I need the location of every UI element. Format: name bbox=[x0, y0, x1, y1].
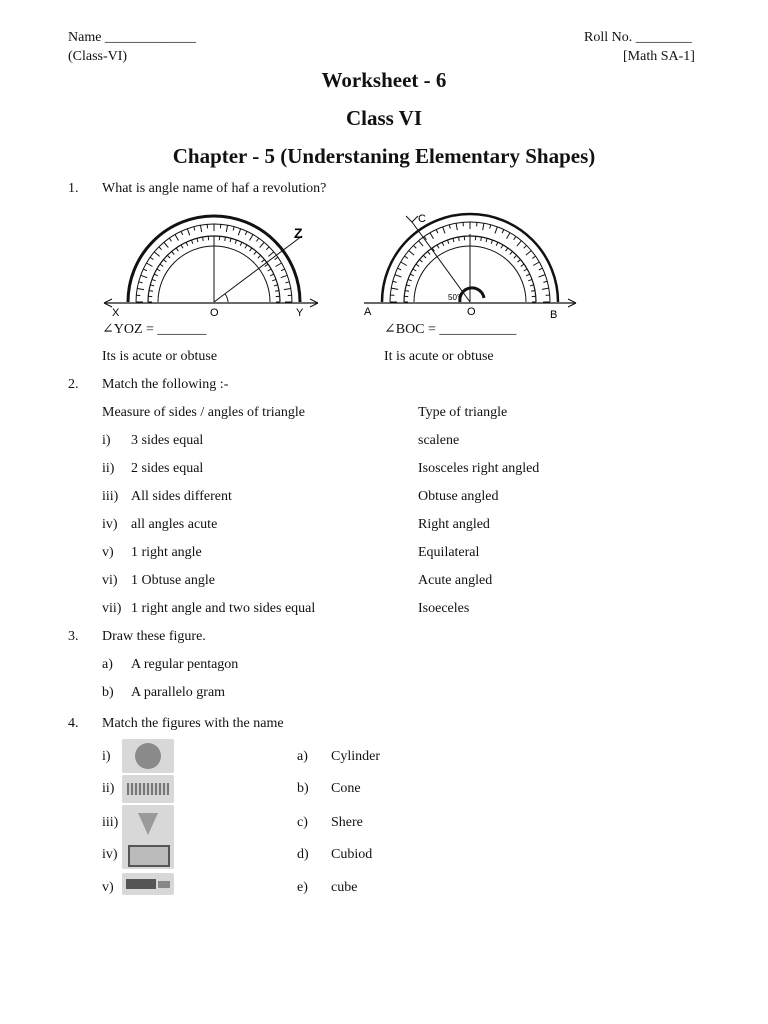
acute-obtuse-prompt-left: Its is acute or obtuse bbox=[102, 349, 218, 364]
match-row-roman: vi) bbox=[102, 573, 118, 588]
match-row-left: 1 right angle and two sides equal bbox=[131, 601, 316, 616]
match-row-left: 1 right angle bbox=[131, 545, 202, 560]
shape-letter: a) bbox=[297, 749, 308, 764]
match-row-right: Acute angled bbox=[418, 573, 493, 588]
match-row-roman: iii) bbox=[102, 489, 119, 504]
figure-roman: iii) bbox=[102, 815, 119, 830]
name-field-label: Name _____________ bbox=[68, 30, 196, 45]
figure-roman: ii) bbox=[102, 781, 115, 796]
match-row-right: Obtuse angled bbox=[418, 489, 499, 504]
match-row-left: all angles acute bbox=[131, 517, 218, 532]
shape-name: cube bbox=[331, 880, 358, 895]
match-row-roman: vii) bbox=[102, 601, 122, 616]
question-3-text: Draw these figure. bbox=[102, 629, 206, 644]
draw-item-text: A regular pentagon bbox=[131, 657, 239, 672]
figure-roman: iv) bbox=[102, 847, 118, 862]
match-row-roman: i) bbox=[102, 433, 111, 448]
match-row-right: Right angled bbox=[418, 517, 490, 532]
point-o-label: O bbox=[210, 307, 219, 318]
match-row-left: 2 sides equal bbox=[131, 461, 204, 476]
shape-name: Cubiod bbox=[331, 847, 373, 862]
angle-50-label: 50° bbox=[448, 293, 461, 302]
cube-block-picture bbox=[122, 873, 174, 895]
question-2-text: Match the following :- bbox=[102, 377, 229, 392]
question-1-number: 1. bbox=[68, 181, 79, 196]
subject-label: [Math SA-1] bbox=[623, 49, 695, 64]
angle-yoz-answer: ∠YOZ = _______ bbox=[102, 322, 207, 337]
shape-letter: e) bbox=[297, 880, 308, 895]
match-left-column-header: Measure of sides / angles of triangle bbox=[102, 405, 305, 420]
question-1-text: What is angle name of haf a revolution? bbox=[102, 181, 327, 196]
shape-letter: d) bbox=[297, 847, 309, 862]
question-4-number: 4. bbox=[68, 716, 79, 731]
class-subtitle: Class VI bbox=[345, 106, 423, 130]
sphere-picture bbox=[122, 739, 174, 773]
figure-roman: i) bbox=[102, 749, 111, 764]
shape-name: Cylinder bbox=[331, 749, 380, 764]
point-z-label: Z bbox=[294, 225, 303, 241]
match-row-right: Equilateral bbox=[418, 545, 480, 560]
shape-name: Cone bbox=[331, 781, 361, 796]
protractor-right-figure bbox=[360, 208, 590, 320]
question-2-number: 2. bbox=[68, 377, 79, 392]
match-row-roman: v) bbox=[102, 545, 114, 560]
roll-number-label: Roll No. ________ bbox=[584, 30, 692, 45]
point-o-label: O bbox=[467, 306, 476, 318]
draw-item-text: A parallelo gram bbox=[131, 685, 226, 700]
cuboid-box-picture bbox=[122, 839, 174, 869]
match-row-left: All sides different bbox=[131, 489, 232, 504]
match-row-left: 3 sides equal bbox=[131, 433, 204, 448]
chapter-heading: Chapter - 5 (Understaning Elementary Shapes) bbox=[172, 144, 596, 168]
question-4-text: Match the figures with the name bbox=[102, 716, 284, 731]
point-x-label: X bbox=[112, 307, 120, 318]
class-label: (Class-VI) bbox=[68, 49, 128, 64]
match-row-left: 1 Obtuse angle bbox=[131, 573, 215, 588]
match-row-roman: ii) bbox=[102, 461, 115, 476]
point-b-label: B bbox=[550, 309, 558, 320]
cone-picture bbox=[122, 805, 174, 841]
protractor-left-figure bbox=[96, 206, 326, 318]
worksheet-title: Worksheet - 6 bbox=[321, 68, 447, 92]
match-row-right: Isoeceles bbox=[418, 601, 470, 616]
point-c-label: C bbox=[418, 213, 426, 225]
draw-item-letter: a) bbox=[102, 657, 113, 672]
cylinder-picture bbox=[122, 775, 174, 803]
point-y-label: Y bbox=[296, 307, 304, 318]
acute-obtuse-prompt-right: It is acute or obtuse bbox=[384, 349, 494, 364]
draw-item-letter: b) bbox=[102, 685, 114, 700]
point-a-label: A bbox=[364, 306, 372, 318]
match-row-right: Isosceles right angled bbox=[418, 461, 540, 476]
figure-roman: v) bbox=[102, 880, 114, 895]
match-row-right: scalene bbox=[418, 433, 460, 448]
shape-letter: b) bbox=[297, 781, 309, 796]
match-row-roman: iv) bbox=[102, 517, 118, 532]
shape-name: Shere bbox=[331, 815, 363, 830]
angle-boc-answer: ∠BOC = ___________ bbox=[384, 322, 517, 337]
shape-letter: c) bbox=[297, 815, 308, 830]
match-right-column-header: Type of triangle bbox=[418, 405, 508, 420]
question-3-number: 3. bbox=[68, 629, 79, 644]
